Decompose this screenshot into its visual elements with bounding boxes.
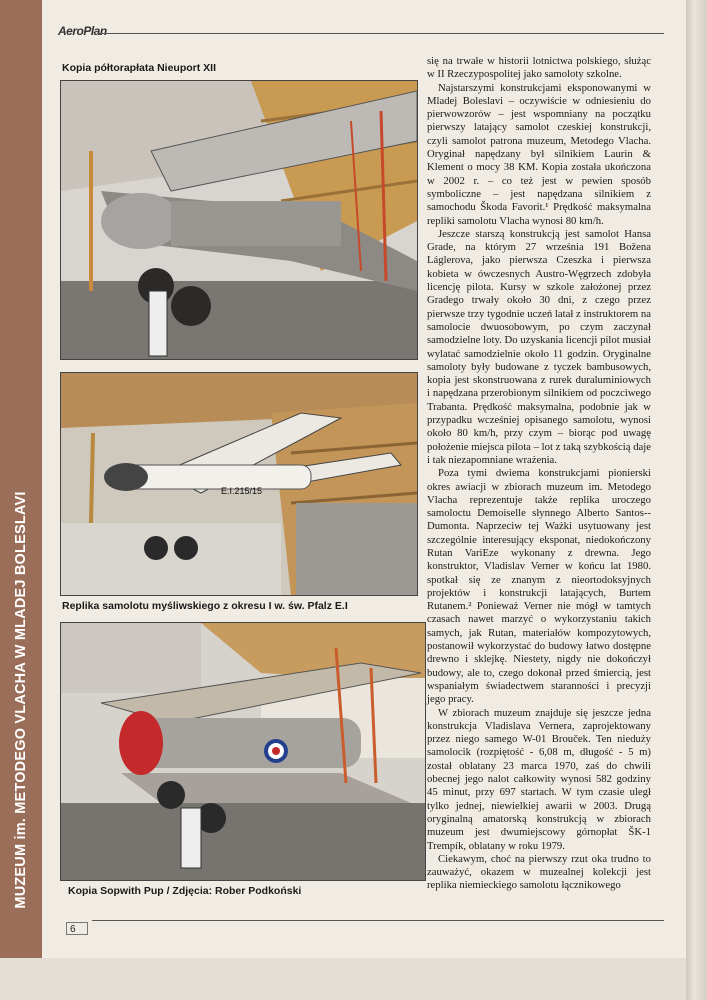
photo-pfalz xyxy=(60,372,418,596)
photo-caption-nieuport: Kopia półtorapłata Nieuport XII xyxy=(62,62,217,74)
article-body xyxy=(427,55,651,893)
article-paragraph: Jeszcze starszą konstrukcją jest samolot Hansa Grade, na którym 27 września 191 Božena Láglerova, jako pierwsza Czeszka i pierwsza kobieta w ówczesnych Austro-Węgrzech zdobyła licencję pilota. Kursy w szkole założonej przez Gradego trwały około 30 dni, z czego przez pierwsze trzy tygodnie uczeń latał z instruktorem na samolocie dwuosobowym, po czym zaczynał samodzielne loty. Do uzyskania licencji pilot musiał wylatać samodzielnie około 11 godzin. Oryginalne samoloty były budowane z tyczek bambusowych, kopia jest skonstruowana z rurek duraluminiowych i napędzana przerobionym silnikiem od poczciwego Trabanta. Prędkość maksymalna, podobnie jak w przypadku wcześniej opisanego samolotu, wynosi około 80 km/h, przy czym – biorąc pod uwagę położenie miejsca pilota – lot z taką szybkością daje i tak niezapomniane wrażenia. xyxy=(427,227,651,466)
header-rule xyxy=(98,33,664,34)
article-paragraph: Ciekawym, choć na pierwszy rzut oka trudno to zauważyć, okazem w muzealnej kolekcji jest replika niemieckiego samolotu łącznikowego xyxy=(427,852,651,892)
magazine-logo: AeroPlan xyxy=(58,24,107,38)
scan-margin xyxy=(0,958,686,1000)
photo-caption-sopwith: Kopia Sopwith Pup / Zdjęcia: Rober Podkoński xyxy=(68,885,302,897)
photo-nieuport xyxy=(60,80,418,360)
article-paragraph: Poza tymi dwiema konstrukcjami pionierski okres awiacji w zbiorach muzeum im. Metodego Vlacha reprezentuje także replika uroczego samoloctu Demoiselle słynnego Alberto Santos--Dumonta. Naprzeciw tej Ważki usytuowany jest szczególnie interesujący eksponat, niedokończony Rutan VariEze wykonany z drewna. Jego konstruktor, Vladislav Verner w końcu lat 1980. spotkał się ze znanym z nieortodoksyjnych projektów i konstrukcji latających, Burtem Rutanem.² Ponieważ Verner nie mógł w tamtych czasach nawet marzyć o wykorzystaniu takich samych, jak Rutan, materiałów kompozytowych, postanowił wykorzystać do budowy łatwo dostępne drewno i sklejkę. Niestety, nigdy nie dokończył budowy, ale to, czego dokonał przed śmiercią, jest wspaniałym świadectwem staranności i precyzji jego pracy. xyxy=(427,467,651,706)
section-spine xyxy=(0,0,42,958)
aircraft-serial: E.I.215/15 xyxy=(221,486,263,496)
facing-page-edge xyxy=(686,0,707,1000)
page-number: 6 xyxy=(66,922,88,935)
photo-caption-pfalz: Replika samolotu myśliwskiego z okresu I w. św. Pfalz E.I xyxy=(62,600,348,612)
photo-sopwith xyxy=(60,622,426,881)
article-paragraph: się na trwałe w historii lotnictwa polskiego, służąc w II Rzeczypospolitej jako samoloty szkolne. xyxy=(427,55,651,81)
footer-rule xyxy=(92,920,664,921)
article-paragraph: Najstarszymi konstrukcjami eksponowanymi w Mladej Boleslavi – oczywiście w odniesieniu do pierwowzorów – jest wspomniany na początku pierwszy latający samolot czeskiej konstrukcji, czyli samolot patrona muzeum, Metodego Vlacha. Oryginał napędzany był silnikiem Laurin & Klement o mocy 38 KM. Kopia została ukończona w 2002 r. – co też jest w pewien sposób symboliczne – jest napędzana silnikiem z samochodu Škoda Favorit.¹ Prędkość maksymalna repliki samolotu Vlacha wynosi 80 km/h. xyxy=(427,81,651,227)
article-paragraph: W zbiorach muzeum znajduje się jeszcze jedna konstrukcja Vladislava Vernera, zaprojektowany przez niego samego W-01 Brouček. Ten niedużу samolocik (rozpiętość - 6,08 m, długość - 5 m) został oblatany 23 marca 1970, zaś do chwili obecnej jego nalot całkowity wynosi 582 godziny 45 minut, przy 697 startach. W tym czasie uległ tylko jednej, niewielkiej awarii w 2003. Drugą oryginalną amatorską konstrukcją w zbiorach muzeum jest dwumiejscowy górnopłat ŠK-1 Trempík, oblatany w roku 1979. xyxy=(427,706,651,852)
section-title: MUZEUM im. METODEGO VLACHA W MLADEJ BOLESLAVI xyxy=(13,491,29,909)
